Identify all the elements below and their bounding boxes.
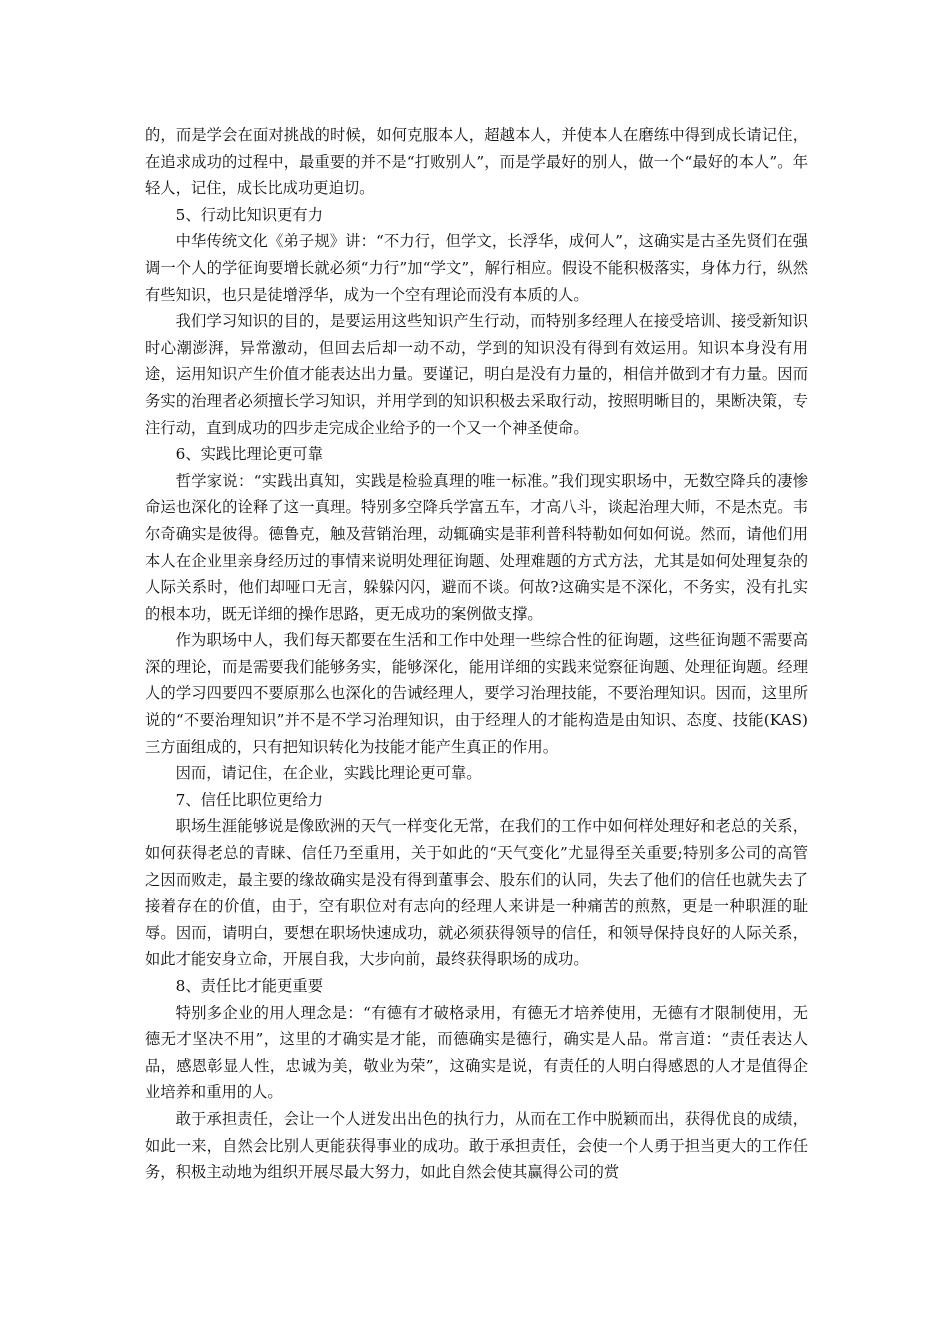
document-page bbox=[145, 122, 808, 1186]
paragraph-continuation: 的，而是学会在面对挑战的时候，如何克服本人，超越本人，并使本人在磨练中得到成长请记住，在追求成功的过程中，最重要的并不是“打败别人”，而是学最好的别人，做一个“最好的本人”。年轻人，记住，成长比成功更迫切。 bbox=[145, 126, 808, 198]
paragraph: 中华传统文化《弟子规》讲：“不力行，但学文，长浮华，成何人”，这确实是古圣先贤们在强调一个人的学征询要增长就必须“力行”加“学文”，解行相应。假设不能积极落实，身体力行，纵然有些知识，也只是徒增浮华，成为一个空有理论而没有本质的人。 bbox=[145, 232, 808, 304]
paragraph: 我们学习知识的目的，是要运用这些知识产生行动，而特别多经理人在接受培训、接受新知识时心潮澎湃，异常激动，但回去后却一动不动，学到的知识没有得到有效运用。知识本身没有用途，运用知识产生价值才能表达出力量。要谨记，明白是没有力量的，相信并做到才有力量。因而务实的治理者必须擅长学习知识，并用学到的知识积极去采取行动，按照明晰目的，果断决策，专注行动，直到成功的四步走完成企业给予的一个又一个神圣使命。 bbox=[145, 312, 808, 437]
section-heading-5: 5、行动比知识更有力 bbox=[175, 205, 323, 224]
paragraph: 作为职场中人，我们每天都要在生活和工作中处理一些综合性的征询题，这些征询题不需要高深的理论，而是需要我们能够务实，能够深化，能用详细的实践来觉察征询题、处理征询题。经理人的学习四要四不要原那么也深化的告诫经理人，要学习治理技能，不要治理知识。因而，这里所说的“不要治理知识”并不是不学习治理知识，由于经理人的才能构造是由知识、态度、技能(KAS)三方面组成的，只有把知识转化为技能才能产生真正的作用。 bbox=[145, 631, 808, 756]
section-heading-8: 8、责任比才能更重要 bbox=[175, 977, 323, 995]
paragraph: 敢于承担责任，会让一个人迸发出出色的执行力，从而在工作中脱颖而出，获得优良的成绩，如此一来，自然会比别人更能获得事业的成功。敢于承担责任，会使一个人勇于担当更大的工作任务，积极主动地为组织开展尽最大努力，如此自然会使其赢得公司的赏 bbox=[145, 1109, 808, 1182]
section-heading-6: 6、实践比理论更可靠 bbox=[175, 445, 323, 464]
section-heading-7: 7、信任比职位更给力 bbox=[175, 790, 323, 809]
paragraph: 因而，请记住，在企业，实践比理论更可靠。 bbox=[175, 764, 482, 783]
paragraph: 特别多企业的用人理念是：“有德有才破格录用，有德无才培养使用，无德有才限制使用，无德无才坚决不用”，这里的才确实是才能，而德确实是德行，确实是人品。常言道：“责任表达人品，感恩彰显人性，忠诚为美，敬业为荣”，这确实是说，有责任的人明白得感恩的人才是值得企业培养和重用的人。 bbox=[145, 1003, 808, 1102]
paragraph: 职场生涯能够说是像欧洲的天气一样变化无常，在我们的工作中如何样处理好和老总的关系，如何获得老总的青睐、信任乃至重用，关于如此的“天气变化”尤显得至关重要;特别多公司的高管之因而败走，最主要的缘故确实是没有得到董事会、股东们的认同，失去了他们的信任也就失去了接着存在的价值，由于，空有职位对有志向的经理人来讲是一种痛苦的煎熬，更是一种职涯的耻辱。因而，请明白，要想在职场快速成功，就必须获得领导的信任，和领导保持良好的人际关系，如此才能安身立命，开展自我，大步向前，最终获得职场的成功。 bbox=[145, 817, 808, 969]
paragraph: 哲学家说：“实践出真知，实践是检验真理的唯一标准。”我们现实职场中，无数空降兵的凄惨命运也深化的诠释了这一真理。特别多空降兵学富五车，才高八斗，谈起治理大师，不是杰克。韦尔奇确实是彼得。德鲁克，触及营销治理，动辄确实是菲利普科特勒如何如何说。然而，请他们用本人在企业里亲身经历过的事情来说明处理征询题、处理难题的方式方法，尤其是如何处理复杂的人际关系时，他们却哑口无言，躲躲闪闪，避而不谈。何故?这确实是不深化，不务实，没有扎实的根本功，既无详细的操作思路，更无成功的案例做支撑。 bbox=[145, 471, 808, 623]
